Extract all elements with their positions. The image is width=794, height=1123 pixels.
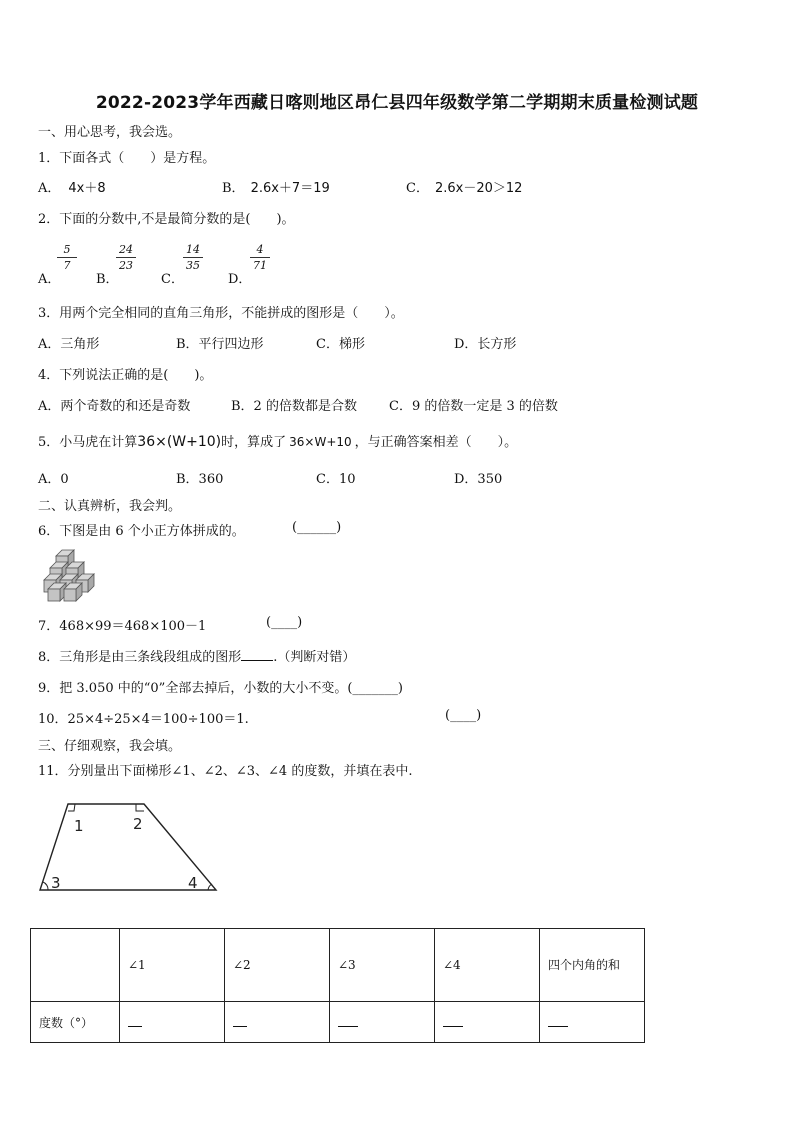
q7-answer-blank: (____) [266,615,303,630]
q8-stem-part-a: 8．三角形是由三条线段组成的图形 [38,650,242,665]
table-cell-angle-1[interactable] [120,1002,225,1043]
q7-stem: 7．468×99＝468×100－1 [38,619,207,634]
q2-d-label: D． [228,272,252,287]
q2-fa-num: 5 [57,243,77,258]
q2-c-label: C． [161,272,184,287]
q2-fd-den: 71 [253,259,267,272]
trapezoid-figure [36,796,222,896]
q1-option-a [38,177,106,196]
q3-option-a: A．三角形 [38,337,100,352]
q2-fraction-d [250,243,270,272]
answer-blank[interactable] [338,1014,358,1027]
q2-fb-den: 23 [119,259,133,272]
q2-fraction-b [116,243,136,272]
q1-c-label: C． [406,181,429,196]
angle-label-1: 1 [74,817,84,835]
table-header-angle-2: ∠2 [225,929,330,1002]
table-cell-angle-2[interactable] [225,1002,330,1043]
table-cell-angle-4[interactable] [435,1002,540,1043]
table-header-angle-1: ∠1 [120,929,225,1002]
q2-b-label: B． [96,272,119,287]
q5-stem-part-a: 5．小马虎在计算 [38,435,138,450]
q1-a-label: A． [38,181,61,196]
q2-fc-den: 35 [186,259,200,272]
q2-a-label: A． [38,272,61,287]
table-header-angle-4: ∠4 [435,929,540,1002]
q5-expression-wrong: 36×W+10 [289,435,352,449]
angle-table [30,928,645,1043]
table-row-label: 度数（°） [31,1002,120,1043]
section-3-heading: 三、仔细观察，我会填。 [38,739,182,754]
q2-fraction-c [183,243,203,272]
q4-option-b: B．2 的倍数都是合数 [231,399,357,414]
q5-option-c: C．10 [316,472,356,487]
answer-blank[interactable] [233,1014,247,1027]
q5-stem [38,431,517,450]
q5-stem-part-b: 时，算成了 [221,435,287,450]
angle-label-4: 4 [188,874,198,892]
q8-stem [38,646,355,665]
answer-blank[interactable] [128,1014,142,1027]
cubes-figure [40,547,104,603]
q1-c-expr: 2.6x－20＞12 [434,181,523,196]
answer-blank[interactable] [548,1014,568,1027]
q5-expression-correct: 36×(W+10) [137,434,222,450]
q4-option-a: A．两个奇数的和还是奇数 [38,399,191,414]
table-row [31,1002,645,1043]
q10-stem: 10．25×4÷25×4＝100÷100＝1. [38,712,249,727]
q5-option-d: D．350 [454,472,503,487]
q2-fb-num: 24 [116,243,136,258]
q4-option-c: C．9 的倍数一定是 3 的倍数 [389,399,558,414]
angle-label-3: 3 [51,874,61,892]
q8-stem-part-b: .（判断对错） [273,650,356,665]
angle-label-2: 2 [133,815,143,833]
q1-b-expr: 2.6x＋7＝19 [250,181,330,196]
answer-blank[interactable] [443,1014,463,1027]
q6-stem: 6．下图是由 6 个小正方体拼成的。 [38,524,245,539]
table-header-sum: 四个内角的和 [540,929,645,1002]
q2-stem: 2．下面的分数中,不是最简分数的是( )。 [38,212,295,227]
table-header-row [31,929,645,1002]
q4-stem: 4．下列说法正确的是( )。 [38,368,213,383]
q2-fraction-a [57,243,77,272]
q1-stem: 1．下面各式（ ）是方程。 [38,151,216,166]
q1-b-label: B． [222,181,245,196]
q3-option-b: B．平行四边形 [176,337,264,352]
table-header-empty [31,929,120,1002]
q3-option-d: D．长方形 [454,337,517,352]
q2-fc-num: 14 [183,243,203,258]
q1-option-b [222,177,330,196]
q2-fd-num: 4 [250,243,270,258]
q9-stem: 9．把 3.050 中的“0”全部去掉后，小数的大小不变。(_______) [38,681,403,696]
section-1-heading: 一、用心思考，我会选。 [38,125,182,140]
page-title: 2022-2023学年西藏日喀则地区昂仁县四年级数学第二学期期末质量检测试题 [95,93,699,113]
q3-option-c: C．梯形 [316,337,365,352]
q5-stem-part-c: ，与正确答案相差（ ）。 [354,435,518,450]
q3-stem: 3．用两个完全相同的直角三角形，不能拼成的图形是（ ）。 [38,306,404,321]
q10-answer-blank: (____) [445,708,482,723]
q11-stem: 11．分别量出下面梯形∠1、∠2、∠3、∠4 的度数，并填在表中. [38,764,413,779]
q2-fa-den: 7 [63,259,71,272]
q5-option-a: A．0 [38,472,69,487]
q1-a-expr: 4x＋8 [68,181,106,196]
q6-answer-blank: (______) [292,520,342,535]
q1-option-c [406,177,522,196]
table-header-angle-3: ∠3 [330,929,435,1002]
section-2-heading: 二、认真辨析，我会判。 [38,499,182,514]
q5-option-b: B．360 [176,472,224,487]
table-cell-angle-3[interactable] [330,1002,435,1043]
q8-answer-blank[interactable] [241,660,273,661]
table-cell-sum[interactable] [540,1002,645,1043]
